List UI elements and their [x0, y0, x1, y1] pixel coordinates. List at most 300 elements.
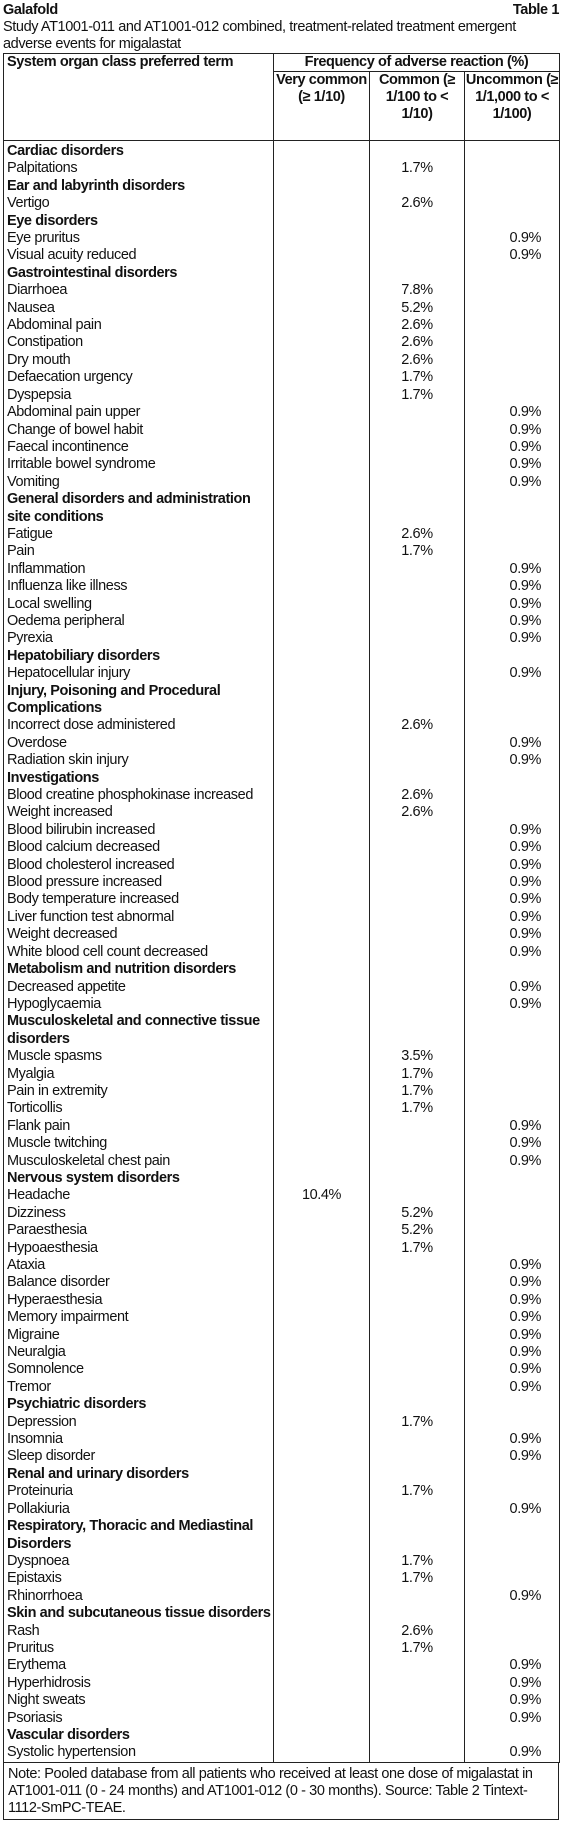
preferred-term: Myalgia	[4, 1066, 274, 1083]
table-row	[4, 613, 560, 630]
very-common-value	[274, 1118, 370, 1135]
common-value	[370, 665, 465, 682]
very-common-value	[274, 369, 370, 386]
very-common-value	[274, 213, 370, 230]
preferred-term: Change of bowel habit	[4, 422, 274, 439]
table-row	[4, 1675, 560, 1692]
uncommon-value: 0.9%	[465, 1657, 560, 1674]
soc-label: Metabolism and nutrition disorders	[4, 961, 274, 978]
very-common-value	[274, 561, 370, 578]
uncommon-value	[465, 787, 560, 804]
very-common-value	[274, 1657, 370, 1674]
preferred-term: Blood cholesterol increased	[4, 857, 274, 874]
common-value	[370, 1605, 465, 1622]
preferred-term: Insomnia	[4, 1431, 274, 1448]
product-name: Galafold	[3, 2, 58, 18]
very-common-value	[274, 857, 370, 874]
uncommon-value: 0.9%	[465, 857, 560, 874]
very-common-value	[274, 804, 370, 821]
very-common-value	[274, 1692, 370, 1709]
uncommon-value	[465, 1640, 560, 1657]
very-common-value	[274, 926, 370, 943]
uncommon-value	[465, 961, 560, 978]
uncommon-value	[465, 141, 560, 161]
common-value	[370, 909, 465, 926]
table-row	[4, 857, 560, 874]
common-value: 2.6%	[370, 804, 465, 821]
soc-label: General disorders and administration site conditions	[4, 491, 274, 526]
common-value	[370, 874, 465, 891]
uncommon-value: 0.9%	[465, 247, 560, 264]
soc-label: Injury, Poisoning and Procedural Complications	[4, 683, 274, 718]
uncommon-value: 0.9%	[465, 596, 560, 613]
very-common-header: Very common (≥ 1/10)	[274, 72, 370, 141]
very-common-value	[274, 526, 370, 543]
common-value: 1.7%	[370, 1570, 465, 1587]
preferred-term: Local swelling	[4, 596, 274, 613]
common-value	[370, 474, 465, 491]
common-value: 1.7%	[370, 1066, 465, 1083]
uncommon-value: 0.9%	[465, 1431, 560, 1448]
common-value: 5.2%	[370, 1222, 465, 1239]
uncommon-value	[465, 717, 560, 734]
very-common-value	[274, 1605, 370, 1622]
preferred-term: Faecal incontinence	[4, 439, 274, 456]
system-organ-class-row	[4, 1396, 560, 1413]
soc-label: Respiratory, Thoracic and Mediastinal Disorders	[4, 1518, 274, 1553]
very-common-value	[274, 770, 370, 787]
very-common-value	[274, 1135, 370, 1152]
uncommon-value: 0.9%	[465, 456, 560, 473]
table-row	[4, 1553, 560, 1570]
common-value	[370, 1379, 465, 1396]
uncommon-value	[465, 282, 560, 299]
table-row	[4, 1379, 560, 1396]
soc-label: Nervous system disorders	[4, 1170, 274, 1187]
common-value	[370, 735, 465, 752]
common-value	[370, 422, 465, 439]
table-row	[4, 1135, 560, 1152]
preferred-term: Weight decreased	[4, 926, 274, 943]
table-row	[4, 909, 560, 926]
common-value	[370, 578, 465, 595]
table-row	[4, 439, 560, 456]
very-common-value	[274, 1361, 370, 1378]
very-common-value	[274, 717, 370, 734]
system-organ-class-row	[4, 141, 560, 161]
table-row	[4, 578, 560, 595]
preferred-term: Epistaxis	[4, 1570, 274, 1587]
uncommon-value: 0.9%	[465, 752, 560, 769]
preferred-term: Abdominal pain upper	[4, 404, 274, 421]
preferred-term: Proteinuria	[4, 1483, 274, 1500]
common-value	[370, 839, 465, 856]
system-organ-class-row	[4, 1605, 560, 1622]
uncommon-value	[465, 1727, 560, 1744]
preferred-term: Muscle spasms	[4, 1048, 274, 1065]
very-common-value	[274, 1448, 370, 1465]
preferred-term: Incorrect dose administered	[4, 717, 274, 734]
common-value	[370, 1257, 465, 1274]
very-common-value	[274, 1414, 370, 1431]
common-value	[370, 1187, 465, 1204]
preferred-term: Diarrhoea	[4, 282, 274, 299]
table-row	[4, 1710, 560, 1727]
common-value: 1.7%	[370, 1640, 465, 1657]
very-common-value	[274, 247, 370, 264]
soc-label: Renal and urinary disorders	[4, 1466, 274, 1483]
very-common-value	[274, 1727, 370, 1744]
very-common-value	[274, 160, 370, 177]
very-common-value	[274, 404, 370, 421]
very-common-value	[274, 141, 370, 161]
very-common-value	[274, 1466, 370, 1483]
preferred-term: Hyperhidrosis	[4, 1675, 274, 1692]
very-common-value	[274, 944, 370, 961]
uncommon-value: 0.9%	[465, 1118, 560, 1135]
uncommon-value: 0.9%	[465, 561, 560, 578]
very-common-value	[274, 1396, 370, 1413]
very-common-value	[274, 1675, 370, 1692]
table-row	[4, 1744, 560, 1762]
system-organ-class-row	[4, 265, 560, 282]
table-row	[4, 1657, 560, 1674]
very-common-value	[274, 178, 370, 195]
common-value	[370, 561, 465, 578]
preferred-term: White blood cell count decreased	[4, 944, 274, 961]
table-row	[4, 561, 560, 578]
table-row	[4, 1361, 560, 1378]
common-value	[370, 961, 465, 978]
common-value	[370, 1327, 465, 1344]
preferred-term: Muscle twitching	[4, 1135, 274, 1152]
uncommon-value: 0.9%	[465, 1257, 560, 1274]
uncommon-value	[465, 1553, 560, 1570]
very-common-value	[274, 822, 370, 839]
uncommon-value	[465, 1222, 560, 1239]
common-value	[370, 404, 465, 421]
table-row	[4, 735, 560, 752]
uncommon-value: 0.9%	[465, 1501, 560, 1518]
very-common-value	[274, 665, 370, 682]
soc-label: Hepatobiliary disorders	[4, 648, 274, 665]
preferred-term: Vertigo	[4, 195, 274, 212]
common-value	[370, 944, 465, 961]
table-row	[4, 317, 560, 334]
very-common-value	[274, 439, 370, 456]
preferred-term: Decreased appetite	[4, 979, 274, 996]
table-note: Note: Pooled database from all patients who received at least one dose of migalastat in AT1001-011 (0 - 24 months) and AT1001-012 (0 - 30 months). Source: Table 2 Tintext-1112-SmPC-TEAE.	[3, 1763, 559, 1820]
uncommon-value: 0.9%	[465, 1327, 560, 1344]
preferred-term: Pain in extremity	[4, 1083, 274, 1100]
preferred-term: Depression	[4, 1414, 274, 1431]
very-common-value	[274, 1570, 370, 1587]
common-value	[370, 1170, 465, 1187]
preferred-term: Inflammation	[4, 561, 274, 578]
uncommon-value: 0.9%	[465, 735, 560, 752]
uncommon-value: 0.9%	[465, 1309, 560, 1326]
common-value: 1.7%	[370, 1483, 465, 1500]
table-row	[4, 787, 560, 804]
very-common-value	[274, 265, 370, 282]
uncommon-value	[465, 1100, 560, 1117]
preferred-term: Flank pain	[4, 1118, 274, 1135]
preferred-term: Psoriasis	[4, 1710, 274, 1727]
uncommon-value: 0.9%	[465, 665, 560, 682]
very-common-value	[274, 1501, 370, 1518]
common-value	[370, 1309, 465, 1326]
uncommon-value: 0.9%	[465, 839, 560, 856]
very-common-value	[274, 387, 370, 404]
preferred-term: Hypoglycaemia	[4, 996, 274, 1013]
common-value: 2.6%	[370, 526, 465, 543]
common-value	[370, 1657, 465, 1674]
common-value	[370, 1692, 465, 1709]
very-common-value	[274, 1553, 370, 1570]
very-common-value	[274, 874, 370, 891]
uncommon-value	[465, 1240, 560, 1257]
uncommon-value: 0.9%	[465, 996, 560, 1013]
uncommon-value: 0.9%	[465, 1344, 560, 1361]
very-common-value	[274, 282, 370, 299]
soc-label: Eye disorders	[4, 213, 274, 230]
uncommon-value	[465, 352, 560, 369]
table-row	[4, 630, 560, 647]
very-common-value	[274, 683, 370, 718]
preferred-term: Dry mouth	[4, 352, 274, 369]
table-row	[4, 1205, 560, 1222]
common-value	[370, 1118, 465, 1135]
very-common-value	[274, 230, 370, 247]
preferred-term: Abdominal pain	[4, 317, 274, 334]
system-organ-class-row	[4, 1170, 560, 1187]
preferred-term: Overdose	[4, 735, 274, 752]
table-row	[4, 195, 560, 212]
table-body	[4, 141, 560, 1763]
very-common-value	[274, 456, 370, 473]
very-common-value	[274, 1327, 370, 1344]
uncommon-value	[465, 178, 560, 195]
preferred-term: Headache	[4, 1187, 274, 1204]
common-value	[370, 752, 465, 769]
uncommon-value	[465, 300, 560, 317]
uncommon-value	[465, 1414, 560, 1431]
uncommon-value	[465, 1518, 560, 1553]
preferred-term: Memory impairment	[4, 1309, 274, 1326]
very-common-value	[274, 422, 370, 439]
uncommon-value	[465, 1623, 560, 1640]
uncommon-value	[465, 1605, 560, 1622]
uncommon-value	[465, 770, 560, 787]
table-row	[4, 1414, 560, 1431]
very-common-value	[274, 596, 370, 613]
very-common-value	[274, 1483, 370, 1500]
preferred-term: Torticollis	[4, 1100, 274, 1117]
uncommon-value	[465, 1205, 560, 1222]
common-value: 1.7%	[370, 387, 465, 404]
preferred-term: Dyspepsia	[4, 387, 274, 404]
uncommon-value	[465, 317, 560, 334]
uncommon-value: 0.9%	[465, 1744, 560, 1762]
soc-label: Gastrointestinal disorders	[4, 265, 274, 282]
very-common-value	[274, 839, 370, 856]
uncommon-value	[465, 1013, 560, 1048]
uncommon-value	[465, 1187, 560, 1204]
uncommon-value: 0.9%	[465, 630, 560, 647]
preferred-term: Rash	[4, 1623, 274, 1640]
preferred-term: Constipation	[4, 334, 274, 351]
very-common-value	[274, 1274, 370, 1291]
common-value: 7.8%	[370, 282, 465, 299]
uncommon-value	[465, 1066, 560, 1083]
preferred-term: Vomiting	[4, 474, 274, 491]
preferred-term: Dyspnoea	[4, 1553, 274, 1570]
preferred-term: Paraesthesia	[4, 1222, 274, 1239]
preferred-term: Hyperaesthesia	[4, 1292, 274, 1309]
preferred-term: Influenza like illness	[4, 578, 274, 595]
table-row	[4, 752, 560, 769]
common-value	[370, 996, 465, 1013]
very-common-value	[274, 630, 370, 647]
uncommon-value: 0.9%	[465, 874, 560, 891]
very-common-value	[274, 1309, 370, 1326]
uncommon-value	[465, 1048, 560, 1065]
very-common-value	[274, 1431, 370, 1448]
preferred-term: Defaecation urgency	[4, 369, 274, 386]
table-row	[4, 1623, 560, 1640]
very-common-value	[274, 300, 370, 317]
preferred-term: Systolic hypertension	[4, 1744, 274, 1762]
very-common-value	[274, 787, 370, 804]
uncommon-value: 0.9%	[465, 404, 560, 421]
uncommon-value: 0.9%	[465, 1274, 560, 1291]
common-value	[370, 1361, 465, 1378]
uncommon-value: 0.9%	[465, 1153, 560, 1170]
very-common-value	[274, 1640, 370, 1657]
table-label: Table 1	[512, 2, 559, 18]
table-row	[4, 926, 560, 943]
system-organ-class-row	[4, 1466, 560, 1483]
common-value	[370, 596, 465, 613]
common-value	[370, 613, 465, 630]
common-value	[370, 1344, 465, 1361]
preferred-term: Pollakiuria	[4, 1501, 274, 1518]
uncommon-value	[465, 160, 560, 177]
preferred-term: Radiation skin injury	[4, 752, 274, 769]
table-row	[4, 1570, 560, 1587]
system-organ-class-row	[4, 178, 560, 195]
soc-label: Ear and labyrinth disorders	[4, 178, 274, 195]
table-row	[4, 1448, 560, 1465]
common-value	[370, 247, 465, 264]
uncommon-value	[465, 648, 560, 665]
very-common-value	[274, 491, 370, 526]
uncommon-value	[465, 334, 560, 351]
common-value	[370, 1274, 465, 1291]
common-value	[370, 1727, 465, 1744]
very-common-value	[274, 1710, 370, 1727]
very-common-value	[274, 334, 370, 351]
system-organ-class-row	[4, 1518, 560, 1553]
preferred-term: Pruritus	[4, 1640, 274, 1657]
table-row	[4, 979, 560, 996]
common-value	[370, 1396, 465, 1413]
uncommon-value: 0.9%	[465, 578, 560, 595]
table-row	[4, 1100, 560, 1117]
uncommon-value: 0.9%	[465, 909, 560, 926]
system-organ-class-row	[4, 213, 560, 230]
system-organ-class-row	[4, 1013, 560, 1048]
table-header	[4, 54, 560, 141]
very-common-value	[274, 996, 370, 1013]
preferred-term: Tremor	[4, 1379, 274, 1396]
common-value	[370, 1448, 465, 1465]
common-value: 1.7%	[370, 369, 465, 386]
preferred-term: Erythema	[4, 1657, 274, 1674]
preferred-term: Weight increased	[4, 804, 274, 821]
table-row	[4, 1222, 560, 1239]
table-row	[4, 1274, 560, 1291]
uncommon-value	[465, 804, 560, 821]
common-value	[370, 1466, 465, 1483]
uncommon-value: 0.9%	[465, 1710, 560, 1727]
uncommon-value	[465, 387, 560, 404]
table-subtitle: Study AT1001-011 and AT1001-012 combined, treatment-related treatment emergent adverse events for migalastat	[3, 19, 516, 52]
preferred-term: Balance disorder	[4, 1274, 274, 1291]
uncommon-value: 0.9%	[465, 1448, 560, 1465]
common-value	[370, 1292, 465, 1309]
table-row	[4, 1483, 560, 1500]
table-row	[4, 230, 560, 247]
common-value	[370, 456, 465, 473]
uncommon-value	[465, 195, 560, 212]
uncommon-value: 0.9%	[465, 1588, 560, 1605]
table-row	[4, 543, 560, 560]
uncommon-value: 0.9%	[465, 439, 560, 456]
uncommon-value: 0.9%	[465, 1135, 560, 1152]
common-value	[370, 822, 465, 839]
very-common-value	[274, 1344, 370, 1361]
common-value: 3.5%	[370, 1048, 465, 1065]
table-row	[4, 874, 560, 891]
preferred-term: Neuralgia	[4, 1344, 274, 1361]
common-value	[370, 439, 465, 456]
table-row	[4, 369, 560, 386]
system-organ-class-row	[4, 683, 560, 718]
common-value	[370, 648, 465, 665]
common-value	[370, 178, 465, 195]
uncommon-value: 0.9%	[465, 1379, 560, 1396]
table-row	[4, 891, 560, 908]
table-row	[4, 839, 560, 856]
preferred-term: Blood pressure increased	[4, 874, 274, 891]
common-value	[370, 265, 465, 282]
common-value: 1.7%	[370, 160, 465, 177]
preferred-term: Hepatocellular injury	[4, 665, 274, 682]
common-value	[370, 1153, 465, 1170]
table-row	[4, 160, 560, 177]
table-row	[4, 352, 560, 369]
common-value	[370, 1710, 465, 1727]
preferred-term: Blood creatine phosphokinase increased	[4, 787, 274, 804]
system-organ-class-row	[4, 648, 560, 665]
uncommon-value: 0.9%	[465, 822, 560, 839]
common-value: 1.7%	[370, 1553, 465, 1570]
common-value: 2.6%	[370, 317, 465, 334]
common-value	[370, 1135, 465, 1152]
title-line	[3, 2, 559, 19]
very-common-value	[274, 1013, 370, 1048]
